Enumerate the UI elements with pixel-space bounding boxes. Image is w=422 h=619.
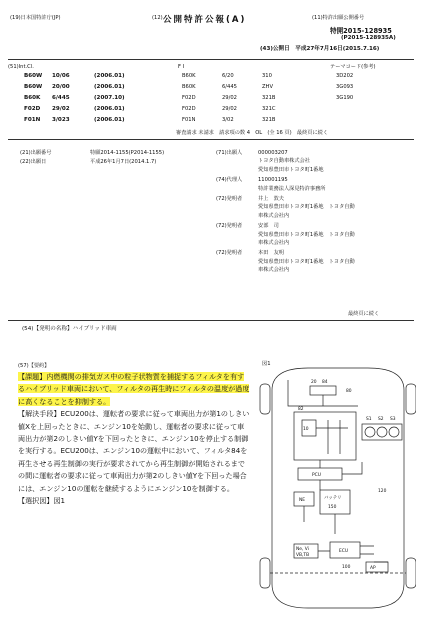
ref-label: 84 — [322, 380, 328, 385]
fi-subclass: 29/02 — [222, 95, 237, 101]
intcl-subclass: 3/023 — [52, 117, 70, 123]
publication-number-alt: (P2015-128935A) — [341, 35, 396, 41]
fi-class: F01N — [182, 117, 196, 123]
intcl-class: F02D — [24, 106, 41, 112]
wheel-front-left — [260, 384, 270, 414]
invention-title: (54)【発明の名称】ハイブリッド車両 — [22, 326, 117, 332]
theme-code: 3G190 — [336, 95, 354, 101]
bib-label: (72)発明者 — [216, 250, 243, 257]
bib-line: 000003207 — [258, 150, 288, 156]
ne-label: NE — [299, 498, 306, 503]
fi-code: 310 — [262, 73, 272, 79]
intcl-date: (2006.01) — [94, 117, 125, 123]
bib-line: 愛知県豊田市トヨタ町1番地 トヨタ自動 — [258, 258, 355, 265]
figure-1-diagram — [258, 362, 416, 612]
ecu-wiring — [318, 546, 388, 562]
theme-code: 3G093 — [336, 84, 354, 90]
sensor-circle — [365, 427, 375, 437]
ref-label: 80 — [346, 389, 352, 394]
selected-figure: 【選択図】図1 — [18, 496, 66, 506]
intcl-date: (2006.01) — [94, 73, 125, 79]
examination-line: 審査請求 未請求 請求項の数 4 OL (全 16 頁) 最終頁に続く — [176, 130, 329, 136]
fi-subclass: 3/02 — [222, 117, 234, 123]
intcl-class: B60W — [24, 73, 43, 79]
intcl-subclass: 10/06 — [52, 73, 70, 79]
divider — [8, 320, 414, 321]
pcu-wiring — [320, 460, 362, 474]
fi-subclass: 6/20 — [222, 73, 234, 79]
pubno-label: (11)特許出願公開番号 — [312, 15, 365, 21]
bib-line: トヨタ自動車株式会社 — [258, 158, 310, 165]
ref-label: S3 — [390, 417, 396, 422]
ap-label: AP — [370, 566, 376, 571]
sensor-circle — [377, 427, 387, 437]
intcl-class: B60W — [24, 84, 43, 90]
bib-line: 安部 司 — [258, 223, 279, 230]
sensor-input-label-2: VB,TB — [296, 553, 310, 558]
fi-class: B60K — [182, 73, 196, 79]
intcl-class: B60K — [24, 95, 41, 101]
fi-subclass: 29/02 — [222, 106, 237, 112]
fi-code: ZHV — [262, 84, 274, 90]
bib-label: (72)発明者 — [216, 223, 243, 230]
bib-label: (71)出願人 — [216, 150, 243, 156]
battery-box — [320, 490, 350, 514]
ecu-label: ECU — [339, 549, 349, 554]
filter-box — [310, 386, 336, 395]
drivetrain-lines — [316, 420, 348, 454]
bib-label: (21)出願番号 — [20, 150, 52, 156]
abstract-heading: (57)【要約】 — [18, 363, 50, 369]
bib-line: 愛知県豊田市トヨタ町1番地 トヨタ自動 — [258, 204, 355, 211]
battery-number: 150 — [328, 505, 337, 510]
bib-line: 本田 友明 — [258, 250, 284, 257]
fi-class: F02D — [182, 95, 196, 101]
bib-line: 特許業務法人深見特許事務所 — [258, 185, 326, 192]
bib-line: 車株式会社内 — [258, 212, 290, 219]
pcu-label: PCU — [312, 473, 321, 478]
intcl-subclass: 29/02 — [52, 106, 70, 112]
sensor-frame — [362, 424, 402, 440]
bib-line: 愛知県豊田市トヨタ町1番地 — [258, 166, 324, 173]
publication-date: (43)公開日 平成27年7月16日(2015.7.16) — [260, 46, 380, 52]
bib-line: 井上 敦夫 — [258, 196, 284, 202]
ref-label: 20 — [311, 380, 317, 385]
engine-label: 10 — [303, 427, 309, 432]
divider — [8, 59, 414, 60]
intcl-subclass: 6/445 — [52, 95, 70, 101]
fi-class: B60K — [182, 84, 196, 90]
fi-subclass: 6/445 — [222, 84, 237, 90]
sensor-circle — [389, 427, 399, 437]
theme-code: 3D202 — [336, 73, 354, 79]
theme-code-label: テーマコード(参考) — [330, 64, 376, 70]
wheel-rear-left — [260, 558, 270, 588]
continued-note: 最終頁に続く — [348, 311, 380, 317]
bib-label: (22)出願日 — [20, 159, 47, 165]
bib-label: (72)発明者 — [216, 196, 243, 202]
ref-label: 120 — [378, 489, 387, 494]
figure-label: 図1 — [262, 361, 271, 367]
bib-label: (74)代理人 — [216, 177, 243, 184]
wheel-front-right — [406, 384, 416, 414]
ref-label: 82 — [298, 407, 304, 412]
publication-number: 特開2015-128935 — [330, 27, 392, 35]
wheel-rear-right — [406, 558, 416, 588]
bib-line: 愛知県豊田市トヨタ町1番地 トヨタ自動 — [258, 231, 355, 238]
divider — [8, 139, 414, 140]
intcl-label: (51)Int.Cl. — [8, 64, 34, 70]
page-title: 公開特許公報(A) — [163, 15, 247, 25]
abstract-body — [18, 371, 250, 507]
fi-class: F02D — [182, 106, 196, 112]
bib-value: 特願2014-1155(P2014-1155) — [90, 150, 165, 156]
sensor-input-label: Ne, Vi — [296, 547, 309, 552]
fi-code: 321B — [262, 95, 276, 101]
fi-label: F I — [178, 64, 185, 70]
bib-line: 車株式会社内 — [258, 240, 290, 246]
bib-value: 平成26年1月7日(2014.1.7) — [90, 159, 157, 165]
fi-code: 321B — [262, 117, 276, 123]
bib-line: 110001195 — [258, 177, 288, 184]
kind-prefix: (12) — [152, 15, 163, 21]
fi-code: 321C — [262, 106, 276, 112]
battery-label: バッテリ — [324, 496, 342, 501]
intcl-class: F01N — [24, 117, 41, 123]
intcl-subclass: 20/00 — [52, 84, 70, 90]
abstract-solution: 【解決手段】ECU200は、運転者の要求に従って車両出力が第1のしきい値Xを上回ったときに、エンジン10を始動し、運転者の要求に従って車両出力が第2のしきい値Yを下回ったときに、エンジン10を停止する制御を実行する。ECU200は、エンジン10の運転中において、フィルタ84を再生させる再生制御の実行が要求されてから再生制御が開始されるまでの間に運転者の要求に従って車両出力が第2のしきい値Yを下回った場合には、エンジン10の運転を継続するようにエンジン10を制御する。 — [18, 409, 250, 493]
ref-label: 100 — [342, 565, 351, 570]
abstract-problem: 【課題】内燃機関の排気ガス中の粒子状物質を捕捉するフィルタを有するハイブリッド車両において、フィルタの再生時にフィルタの温度が過度に高くなることを抑制する。 — [18, 372, 250, 406]
bib-line: 車株式会社内 — [258, 267, 290, 274]
office-name: (19)日本国特許庁(JP) — [10, 15, 61, 21]
ref-label: S2 — [378, 417, 384, 422]
intcl-date: (2006.01) — [94, 84, 125, 90]
intcl-date: (2007.10) — [94, 95, 125, 101]
ref-label: S1 — [366, 417, 372, 422]
intcl-date: (2006.01) — [94, 106, 125, 112]
